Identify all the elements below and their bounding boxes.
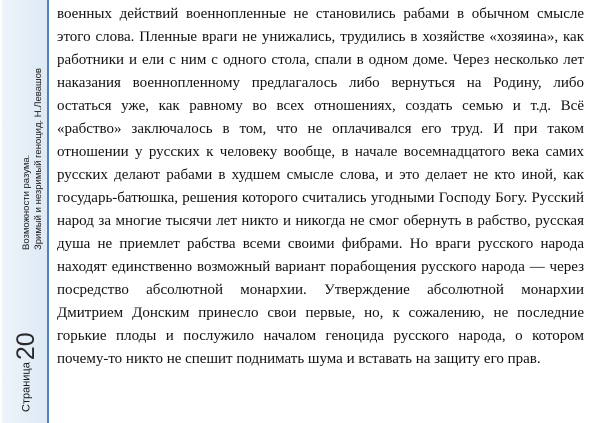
main-paragraph: военных действий военнопленные не становились рабами в обычном смысле этого слова. Пленные враги не унижались, трудились в хозяйстве «хозяина», как работники и ели с ним с одного стола, спали в одном доме. Через несколько лет наказания военнопленному предлагалось либо вернуться на Родину, либо остаться уже, как равному во всех отношениях, создать семью и т.д. Всё «рабство» заключалось в том, что не оплачивался его труд. И при таком отношении у русских к человеку вообще, в начале восемнадцатого века самих русских делают рабами в худшем смысле слова, и это делает не кто иной, как государь-батюшка, решения которого считались угодными Господу Богу. Русский народ за многие тысячи лет никто и никогда не смог обернуть в рабство, русская душа не приемлет рабства всеми своими фибрами. Но враги русского народа находят единственно возможный вариант порабощения русского народа — через посредство абсолютной монархии. Утверждение абсолютной монархии Дмитрием Донским принесло свои первые, но, к сожалению, не последние горькие плоды и послужило началом геноцида русского народа, о котором почему-то никто не спешит поднимать шума и вставать на защиту его прав. — [57, 6, 584, 367]
page-label: Страница — [20, 362, 33, 412]
book-title-line-2: Зримый и незримый геноцид. Н.Левашов — [33, 68, 44, 250]
page-indicator — [14, 332, 39, 412]
book-title-line-1: Возможности разума. — [21, 154, 32, 250]
page-sidebar — [2, 0, 49, 423]
page-number: 20 — [12, 332, 40, 361]
book-title — [21, 68, 45, 250]
